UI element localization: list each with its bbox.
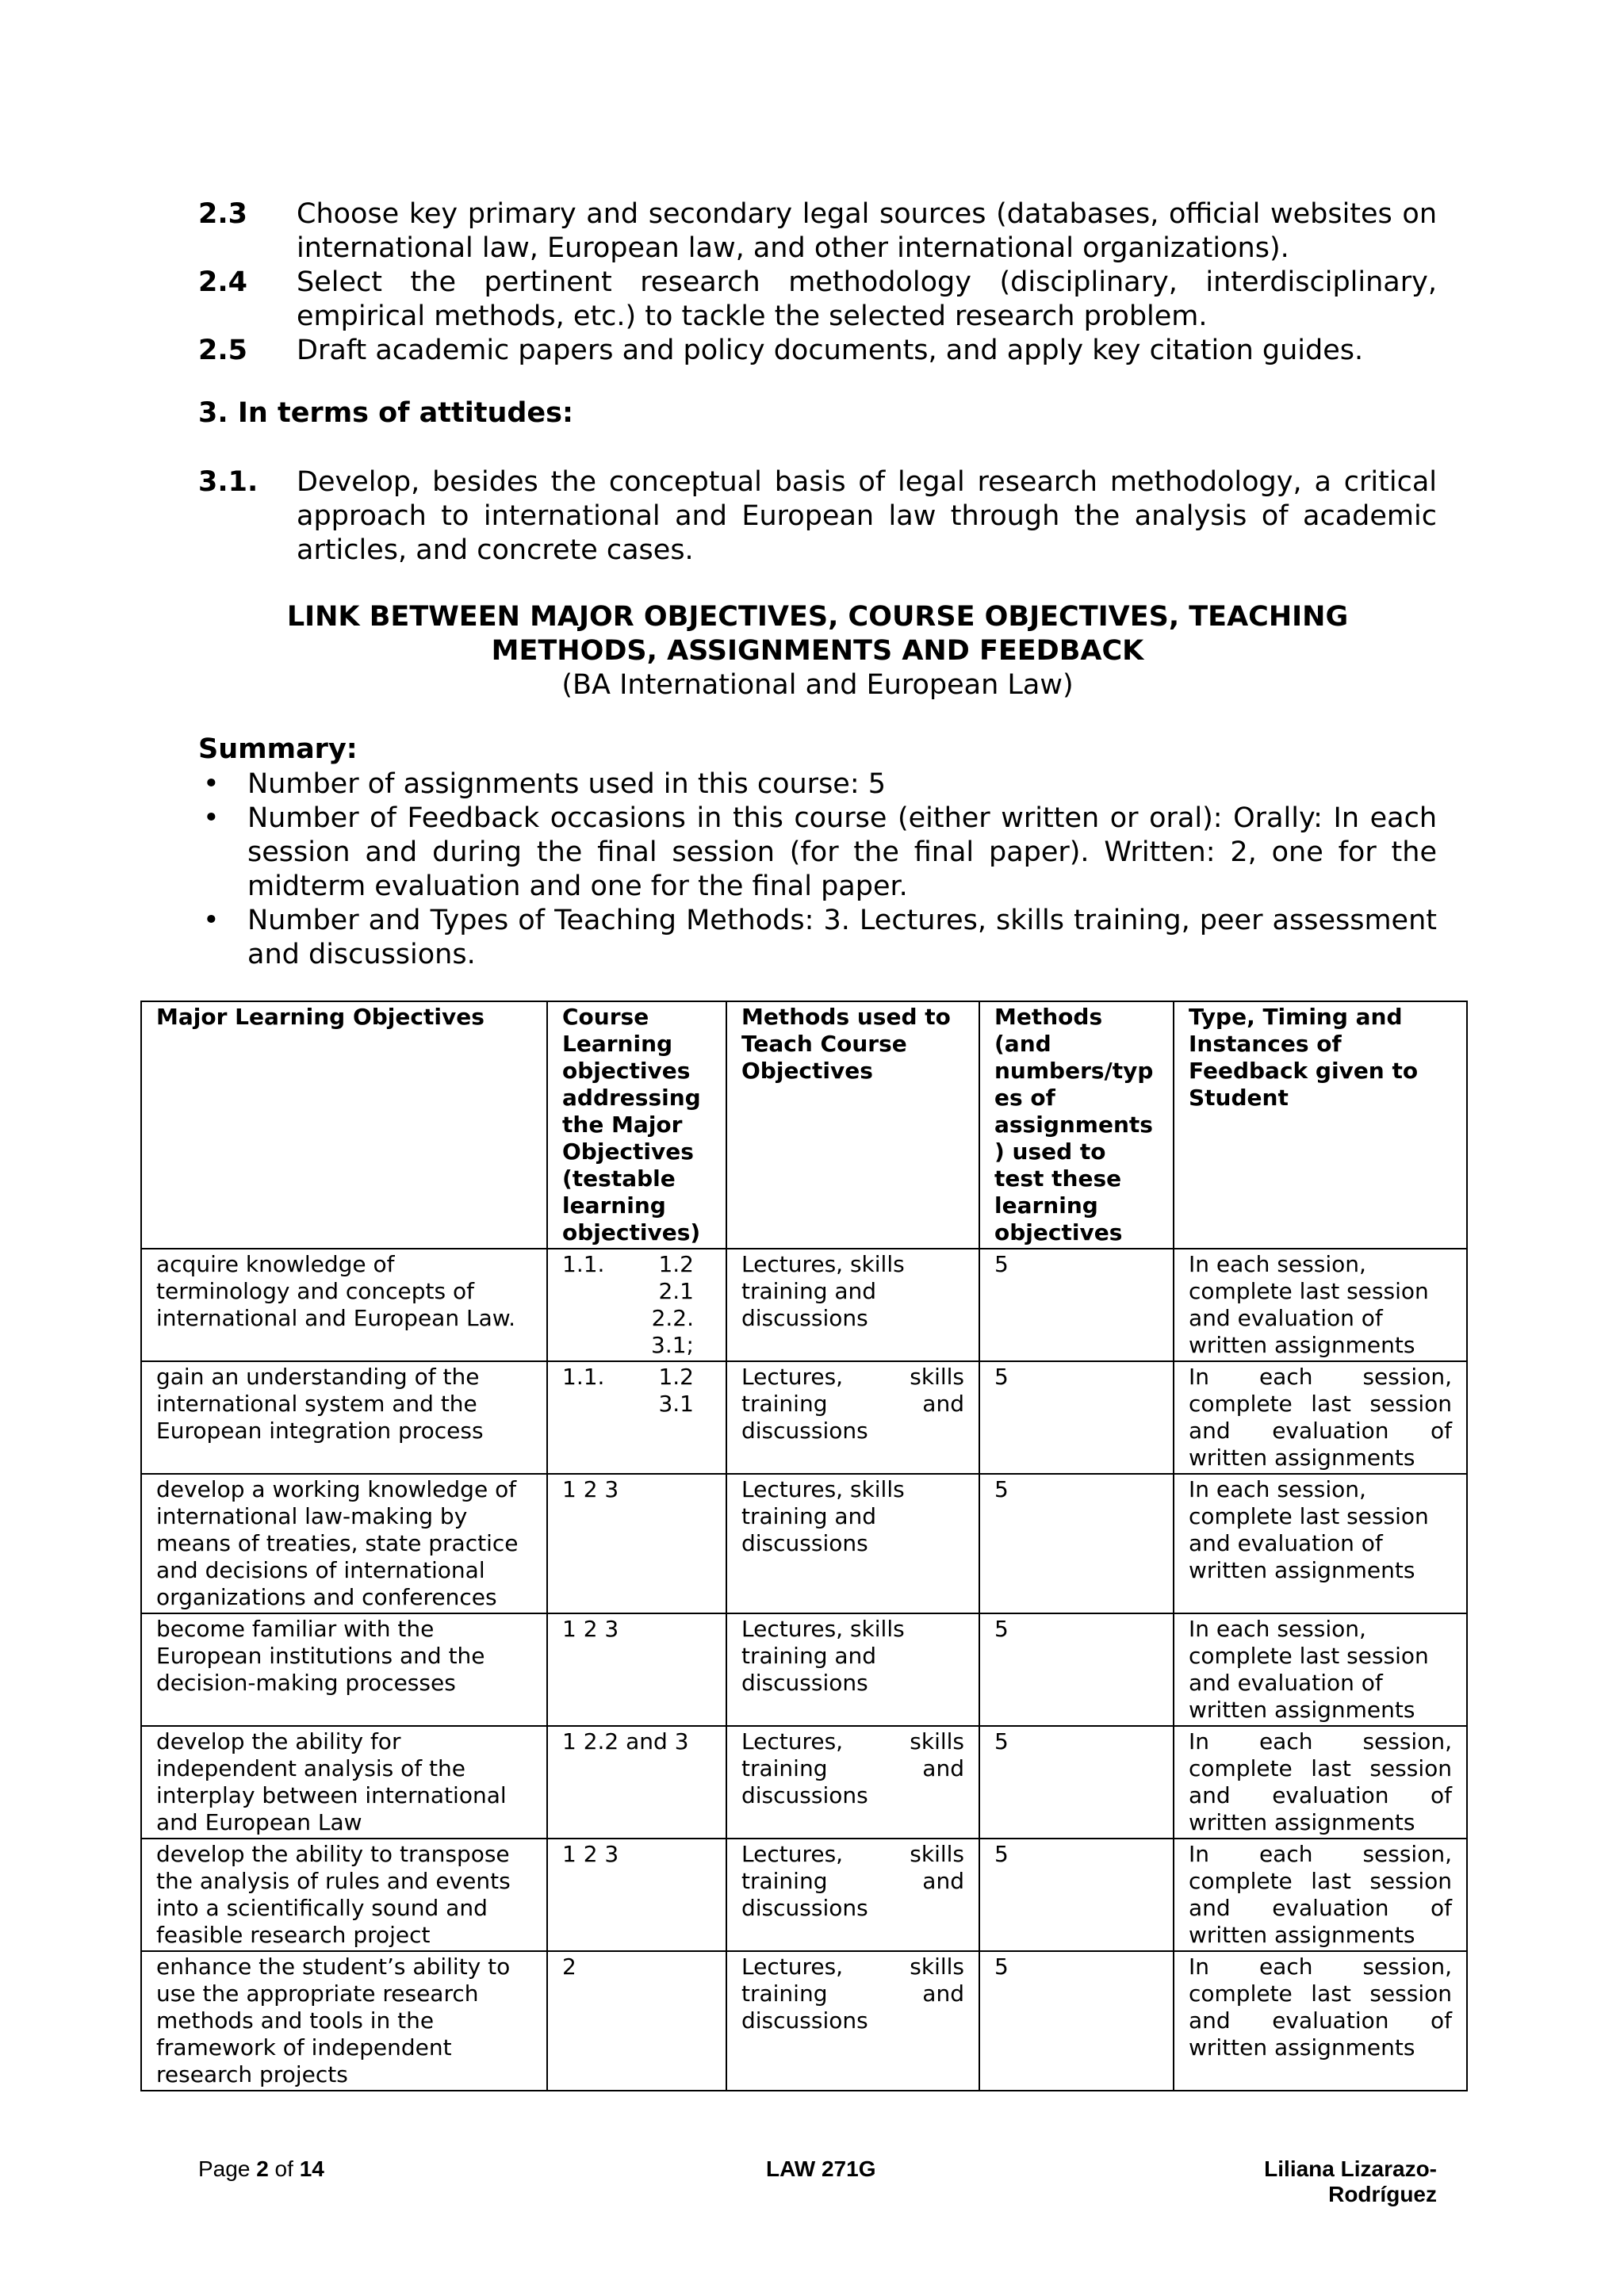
- table-row: [141, 1951, 1467, 2091]
- clo-value: 2.1: [658, 1278, 694, 1304]
- item-text: Select the pertinent research methodology (disciplinary, interdisciplinary, empirical methods, etc.) to tackle the selected research problem.: [297, 266, 1437, 332]
- page-number: [198, 2156, 324, 2182]
- clo-value: 1.2: [658, 1364, 694, 1390]
- bullet-text: Number of assignments used in this course: 5: [247, 768, 887, 800]
- item-text: Develop, besides the conceptual basis of legal research methodology, a critical approach to international and European law through the analysis of academic articles, and concrete cases.: [297, 466, 1437, 566]
- cell-major: develop a working knowledge of international law-making by means of treaties, state practice and decisions of international organizations and conferences: [141, 1474, 547, 1613]
- clo-lead: 1.1.: [562, 1364, 605, 1390]
- cell-assignments: 5: [979, 1249, 1174, 1361]
- cell-major: develop the ability for independent analysis of the interplay between international and European Law: [141, 1726, 547, 1839]
- cell-assignments: 5: [979, 1839, 1174, 1951]
- cell-major: enhance the student’s ability to use the appropriate research methods and tools in the framework of independent research projects: [141, 1951, 547, 2091]
- objective-2-4: [198, 266, 1437, 334]
- cell-course-objectives: [547, 1249, 726, 1361]
- item-number: 2.4: [198, 266, 248, 298]
- cell-assignments: 5: [979, 1613, 1174, 1726]
- cell-feedback: In each session, complete last session and evaluation of written assignments: [1174, 1474, 1467, 1613]
- bullet-icon: •: [203, 768, 220, 800]
- clo-value: 3.1;: [651, 1332, 694, 1358]
- bullet-text: Number and Types of Teaching Methods: 3. Lectures, skills training, peer assessment and discussions.: [247, 905, 1437, 970]
- table-row: [141, 1474, 1467, 1613]
- table-row: [141, 1249, 1467, 1361]
- header-feedback: Type, Timing and Instances of Feedback given to Student: [1174, 1001, 1467, 1249]
- of-word: of: [274, 2156, 293, 2181]
- bullet-text: Number of Feedback occasions in this course (either written or oral): Orally: In each session and during the final session (for the final paper). Written: 2, one for the midterm evaluation and one for the final paper.: [247, 802, 1437, 902]
- link-title: [198, 600, 1437, 702]
- bullet-icon: •: [203, 802, 220, 834]
- cell-methods: Lectures, skills training and discussions: [726, 1249, 979, 1361]
- summary-list: [198, 767, 1437, 972]
- objective-2-5: [198, 334, 1437, 368]
- cell-feedback: In each session, complete last session and evaluation of written assignments: [1174, 1951, 1467, 2091]
- cell-methods: Lectures, skills training and discussions: [726, 1726, 979, 1839]
- table-row: [141, 1726, 1467, 1839]
- link-title-line-1: LINK BETWEEN MAJOR OBJECTIVES, COURSE OBJECTIVES, TEACHING: [286, 601, 1349, 633]
- table-row: [141, 1839, 1467, 1951]
- page-current: 2: [256, 2156, 269, 2181]
- course-code: LAW 271G: [766, 2156, 876, 2181]
- cell-feedback: In each session, complete last session and evaluation of written assignments: [1174, 1249, 1467, 1361]
- item-number: 2.3: [198, 198, 248, 230]
- cell-methods: Lectures, skills training and discussions: [726, 1474, 979, 1613]
- learning-objectives-table: [140, 1001, 1468, 2091]
- cell-methods: Lectures, skills training and discussions: [726, 1361, 979, 1474]
- summary-bullet: [198, 904, 1437, 972]
- cell-major: become familiar with the European institutions and the decision-making processes: [141, 1613, 547, 1726]
- header-teaching-methods: Methods used to Teach Course Objectives: [726, 1001, 979, 1249]
- cell-methods: Lectures, skills training and discussions: [726, 1613, 979, 1726]
- cell-assignments: 5: [979, 1474, 1174, 1613]
- clo-value: 2.2.: [651, 1305, 694, 1331]
- cell-assignments: 5: [979, 1951, 1174, 2091]
- header-assignments: Methods (and numbers/typ es of assignments ) used to test these learning objectives: [979, 1001, 1174, 1249]
- cell-course-objectives: 1 2 3: [547, 1613, 726, 1726]
- table-row: [141, 1613, 1467, 1726]
- objective-3-1: [198, 465, 1437, 568]
- page-word: Page: [198, 2156, 251, 2181]
- clo-value: 1.2: [658, 1251, 694, 1277]
- item-text: Choose key primary and secondary legal sources (databases, official websites on international law, European law, and other international organizations).: [297, 198, 1437, 264]
- summary-heading: Summary:: [198, 733, 358, 765]
- cell-course-objectives: 1 2 3: [547, 1474, 726, 1613]
- page-total: 14: [299, 2156, 324, 2181]
- link-subtitle: (BA International and European Law): [561, 669, 1074, 701]
- item-number: 3.1.: [198, 466, 259, 498]
- author-name: Liliana Lizarazo-Rodríguez: [1264, 2156, 1437, 2206]
- cell-course-objectives: 1 2 3: [547, 1839, 726, 1951]
- header-course-objectives: Course Learning objectives addressing the Major Objectives (testable learning objectives): [547, 1001, 726, 1249]
- item-text: Draft academic papers and policy documents, and apply key citation guides.: [297, 335, 1364, 366]
- section-3-heading: 3. In terms of attitudes:: [198, 397, 573, 429]
- cell-course-objectives: [547, 1361, 726, 1474]
- cell-major: acquire knowledge of terminology and concepts of international and European Law.: [141, 1249, 547, 1361]
- link-title-line-2: METHODS, ASSIGNMENTS AND FEEDBACK: [491, 635, 1144, 667]
- clo-lead: 1.1.: [562, 1251, 605, 1277]
- header-major-objectives: Major Learning Objectives: [141, 1001, 547, 1249]
- cell-major: develop the ability to transpose the analysis of rules and events into a scientifically sound and feasible research project: [141, 1839, 547, 1951]
- bullet-icon: •: [203, 905, 220, 936]
- cell-assignments: 5: [979, 1726, 1174, 1839]
- cell-assignments: 5: [979, 1361, 1174, 1474]
- clo-value: 3.1: [658, 1391, 694, 1417]
- cell-feedback: In each session, complete last session and evaluation of written assignments: [1174, 1613, 1467, 1726]
- cell-methods: Lectures, skills training and discussions: [726, 1951, 979, 2091]
- objective-2-3: [198, 197, 1437, 266]
- table-header-row: [141, 1001, 1467, 1249]
- cell-methods: Lectures, skills training and discussions: [726, 1839, 979, 1951]
- item-number: 2.5: [198, 335, 248, 366]
- cell-feedback: In each session, complete last session and evaluation of written assignments: [1174, 1361, 1467, 1474]
- summary-bullet: [198, 802, 1437, 904]
- table-row: [141, 1361, 1467, 1474]
- cell-feedback: In each session, complete last session and evaluation of written assignments: [1174, 1726, 1467, 1839]
- cell-major: gain an understanding of the international system and the European integration process: [141, 1361, 547, 1474]
- summary-bullet: [198, 767, 1437, 802]
- cell-feedback: In each session, complete last session and evaluation of written assignments: [1174, 1839, 1467, 1951]
- cell-course-objectives: 2: [547, 1951, 726, 2091]
- cell-course-objectives: 1 2.2 and 3: [547, 1726, 726, 1839]
